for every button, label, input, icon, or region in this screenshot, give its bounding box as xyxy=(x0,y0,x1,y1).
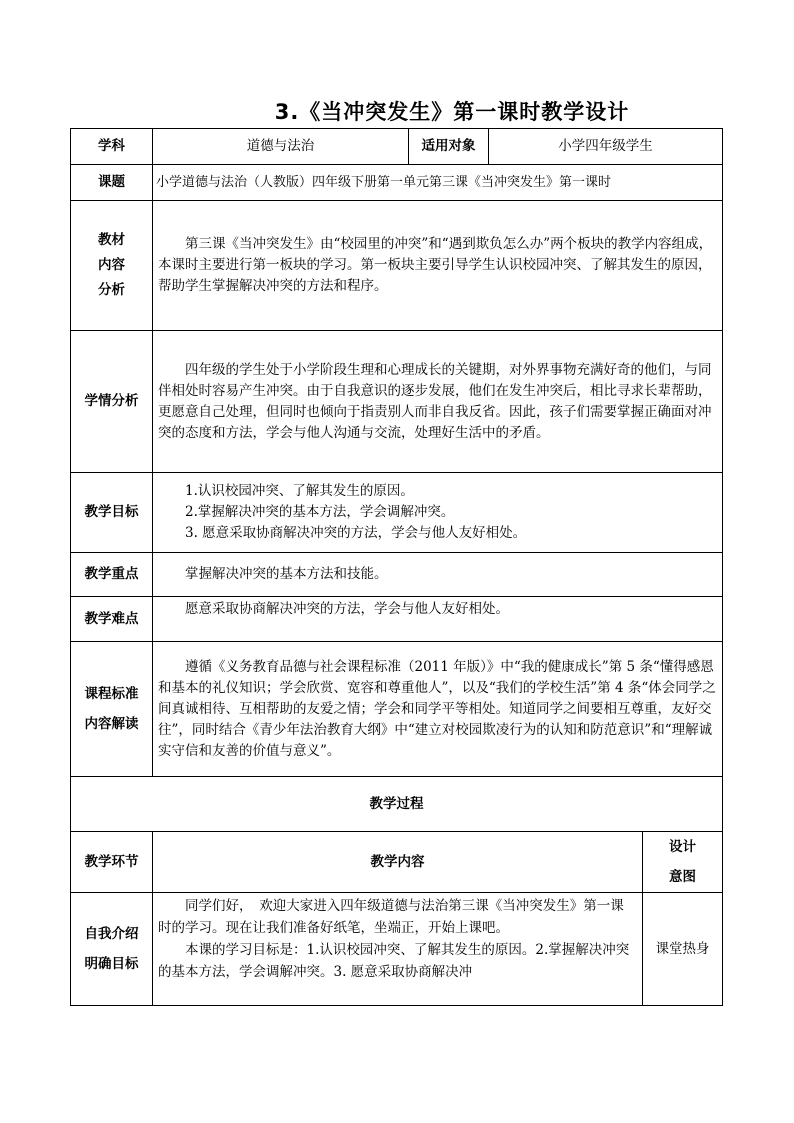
goal-item-3: 3. 愿意采取协商解决冲突的方法，学会与他人友好相处。 xyxy=(185,525,527,541)
goal-item-1: 1.认识校园冲突、了解其发生的原因。 xyxy=(185,483,414,499)
students-row xyxy=(71,331,723,473)
material-cell xyxy=(153,201,723,331)
material-row xyxy=(71,201,723,331)
lesson-row xyxy=(71,165,723,201)
material-label xyxy=(71,201,153,331)
process-stage-line-1: 自我介绍 xyxy=(84,926,139,942)
lesson-label: 课题 xyxy=(71,165,153,201)
material-label-line-3: 分析 xyxy=(98,282,125,298)
process-row xyxy=(71,893,723,1006)
audience-value: 小学四年级学生 xyxy=(489,129,723,165)
standard-label-line-2: 内容解读 xyxy=(84,716,139,732)
col-intent-header xyxy=(643,832,723,893)
goals-label: 教学目标 xyxy=(71,473,153,553)
goal-item-2: 2.掌握解决冲突的基本方法，学会调解冲突。 xyxy=(185,504,455,520)
process-stage xyxy=(71,893,153,1006)
page-title: 3.《当冲突发生》第一课时教学设计 xyxy=(274,100,630,124)
subject-row xyxy=(71,129,723,165)
standard-text: 遵循《义务教育品德与社会课程标准（2011 年版）》中“我的健康成长”第 5 条“懂得感恩和基本的礼仪知识；学会欣赏、宽容和尊重他人”，以及“我们的学校生活”第 4 条“体会同学之间真诚相待、互相帮助的友爱之情；学会和同学平等相处。知道同学之间要相互尊重，友好交往”，同时结合《青少年法治教育大纲》中“建立对校园欺凌行为的认知和防范意识”和“理解诚实守信和友善的价值与意义”。 xyxy=(158,658,716,759)
students-text: 四年级的学生处于小学阶段生理和心理成长的关键期，对外界事物充满好奇的他们，与同伴相处时容易产生冲突。由于自我意识的逐步发展，他们在发生冲突后，相比寻求长辈帮助，更愿意自己处理，但同时也倾向于指责别人而非自我反省。因此，孩子们需要掌握正确面对冲突的态度和方法，学会与他人沟通与交流，处理好生活中的矛盾。 xyxy=(158,361,712,441)
process-content xyxy=(153,893,643,1006)
lesson-value: 小学道德与法治（人教版）四年级下册第一单元第三课《当冲突发生》第一课时 xyxy=(153,165,723,201)
students-cell xyxy=(153,331,723,473)
difficulty-row xyxy=(71,597,723,642)
standard-label-line-1: 课程标准 xyxy=(84,686,139,702)
process-stage-line-2: 明确目标 xyxy=(84,956,139,972)
difficulty-label: 教学难点 xyxy=(71,597,153,642)
subject-value: 道德与法治 xyxy=(153,129,409,165)
col-intent-line-1: 设计 xyxy=(669,839,696,855)
col-intent-line-2: 意图 xyxy=(669,869,696,885)
standard-label xyxy=(71,642,153,777)
audience-label: 适用对象 xyxy=(409,129,489,165)
focus-label: 教学重点 xyxy=(71,553,153,597)
difficulty-text: 愿意采取协商解决冲突的方法，学会与他人友好相处。 xyxy=(153,597,723,642)
process-heading-row xyxy=(71,777,723,832)
process-content-p1: 同学们好， 欢迎大家进入四年级道德与法治第三课《当冲突发生》第一课时的学习。现在让我们准备好纸笔，坐端正，开始上课吧。 xyxy=(158,898,624,936)
process-intent: 课堂热身 xyxy=(643,893,723,1006)
process-heading: 教学过程 xyxy=(71,777,723,832)
students-label: 学情分析 xyxy=(71,331,153,473)
focus-row xyxy=(71,553,723,597)
col-content-header: 教学内容 xyxy=(153,832,643,893)
material-text: 第三课《当冲突发生》由“校园里的冲突”和“遇到欺负怎么办”两个板块的教学内容组成，本课时主要进行第一板块的学习。第一板块主要引导学生认识校园冲突、了解其发生的原因，帮助学生掌握解决冲突的方法和程序。 xyxy=(158,236,713,294)
col-stage-header: 教学环节 xyxy=(71,832,153,893)
process-header-row xyxy=(71,832,723,893)
material-label-line-2: 内容 xyxy=(98,257,125,273)
standard-cell xyxy=(153,642,723,777)
standard-row xyxy=(71,642,723,777)
lesson-plan-table xyxy=(70,128,723,1006)
material-label-line-1: 教材 xyxy=(98,232,125,248)
goals-row xyxy=(71,473,723,553)
goals-cell xyxy=(153,473,723,553)
process-content-p2: 本课的学习目标是：1.认识校园冲突、了解其发生的原因。2.掌握解决冲突的基本方法，学会调解冲突。3. 愿意采取协商解决冲 xyxy=(158,942,630,980)
focus-text: 掌握解决冲突的基本方法和技能。 xyxy=(153,553,723,597)
subject-label: 学科 xyxy=(71,129,153,165)
